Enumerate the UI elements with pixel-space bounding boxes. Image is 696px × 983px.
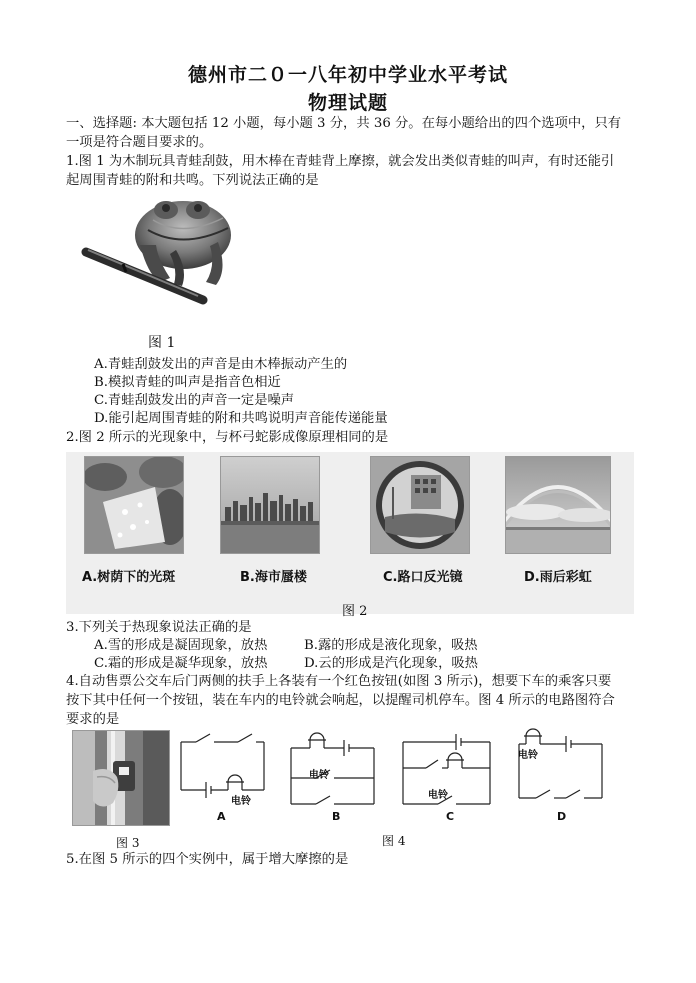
- section-instructions-line2: 一项是符合题目要求的。: [66, 135, 213, 150]
- section-instructions-line1: 一、选择题: 本大题包括 12 小题，每小题 3 分，共 36 分。在每小题给出的四个选项中，只有: [66, 116, 622, 131]
- figure-1-caption: 图 1: [148, 335, 176, 351]
- circuit-label-d: D: [557, 810, 567, 823]
- frog-drum-image: [78, 190, 248, 320]
- photo-d-caption: D.雨后彩虹: [524, 570, 592, 585]
- figure-4-caption: 图 4: [382, 834, 406, 848]
- figure-2-caption: 图 2: [342, 604, 368, 619]
- photo-tree-shade: [84, 456, 184, 554]
- q3-option-c: C.霜的形成是凝华现象，放热: [94, 656, 268, 671]
- q2-stem: 2.图 2 所示的光现象中，与杯弓蛇影成像原理相同的是: [66, 430, 389, 445]
- q1-option-d: D.能引起周围青蛙的附和共鸣说明声音能传递能量: [94, 411, 388, 426]
- exam-title: 德州市二０一八年初中学业水平考试: [187, 64, 508, 86]
- q1-stem-line1: 1.图 1 为木制玩具青蛙刮鼓，用木棒在青蛙背上摩擦，就会发出类似青蛙的叫声，有时还能引: [66, 154, 615, 169]
- circuit-label-a: A: [217, 810, 226, 823]
- bell-label-a: 电铃: [231, 796, 251, 807]
- figure-3-caption: 图 3: [116, 836, 140, 850]
- circuit-diagrams: [176, 728, 606, 824]
- circuit-a: [181, 734, 264, 798]
- q1-option-c: C.青蛙刮鼓发出的声音一定是噪声: [94, 393, 295, 408]
- photo-a-caption: A.树荫下的光斑: [82, 570, 176, 585]
- q1-option-b: B.模拟青蛙的叫声是指音色相近: [94, 375, 281, 390]
- photo-rainbow: [505, 456, 611, 554]
- bell-label-c: 电铃: [428, 790, 448, 801]
- q3-stem: 3.下列关于热现象说法正确的是: [66, 620, 252, 635]
- q4-stem-line2: 按下其中任何一个按钮，装在车内的电铃就会响起，以提醒司机停车。图 4 所示的电路图符合: [66, 693, 615, 708]
- q4-stem-line1: 4.自动售票公交车后门两侧的扶手上各装有一个红色按钮(如图 3 所示)，想要下车的乘客只要: [66, 674, 612, 689]
- q3-option-b: B.露的形成是液化现象，吸热: [304, 638, 478, 653]
- q3-option-a: A.雪的形成是凝固现象，放热: [94, 638, 268, 653]
- photo-c-caption: C.路口反光镜: [383, 570, 463, 585]
- q4-stem-line3: 要求的是: [66, 712, 120, 727]
- photo-mirage: [220, 456, 320, 554]
- q3-option-d: D.云的形成是汽化现象，吸热: [304, 656, 478, 671]
- q5-stem: 5.在图 5 所示的四个实例中，属于增大摩擦的是: [66, 852, 349, 867]
- circuit-b: [291, 733, 374, 804]
- circuit-label-b: B: [332, 810, 341, 823]
- bell-label-d: 电铃: [518, 750, 538, 761]
- photo-convex-mirror: [370, 456, 470, 554]
- q1-option-a: A.青蛙刮鼓发出的声音是由木棒振动产生的: [94, 357, 348, 372]
- bus-handrail-photo: [72, 730, 170, 826]
- circuit-d: [519, 729, 602, 798]
- circuit-label-c: C: [446, 810, 455, 823]
- photo-b-caption: B.海市蜃楼: [240, 570, 307, 585]
- bell-label-b: 电铃: [309, 770, 329, 781]
- exam-subtitle: 物理试题: [307, 92, 388, 114]
- q1-stem-line2: 起周围青蛙的附和共鸣。下列说法正确的是: [66, 173, 319, 188]
